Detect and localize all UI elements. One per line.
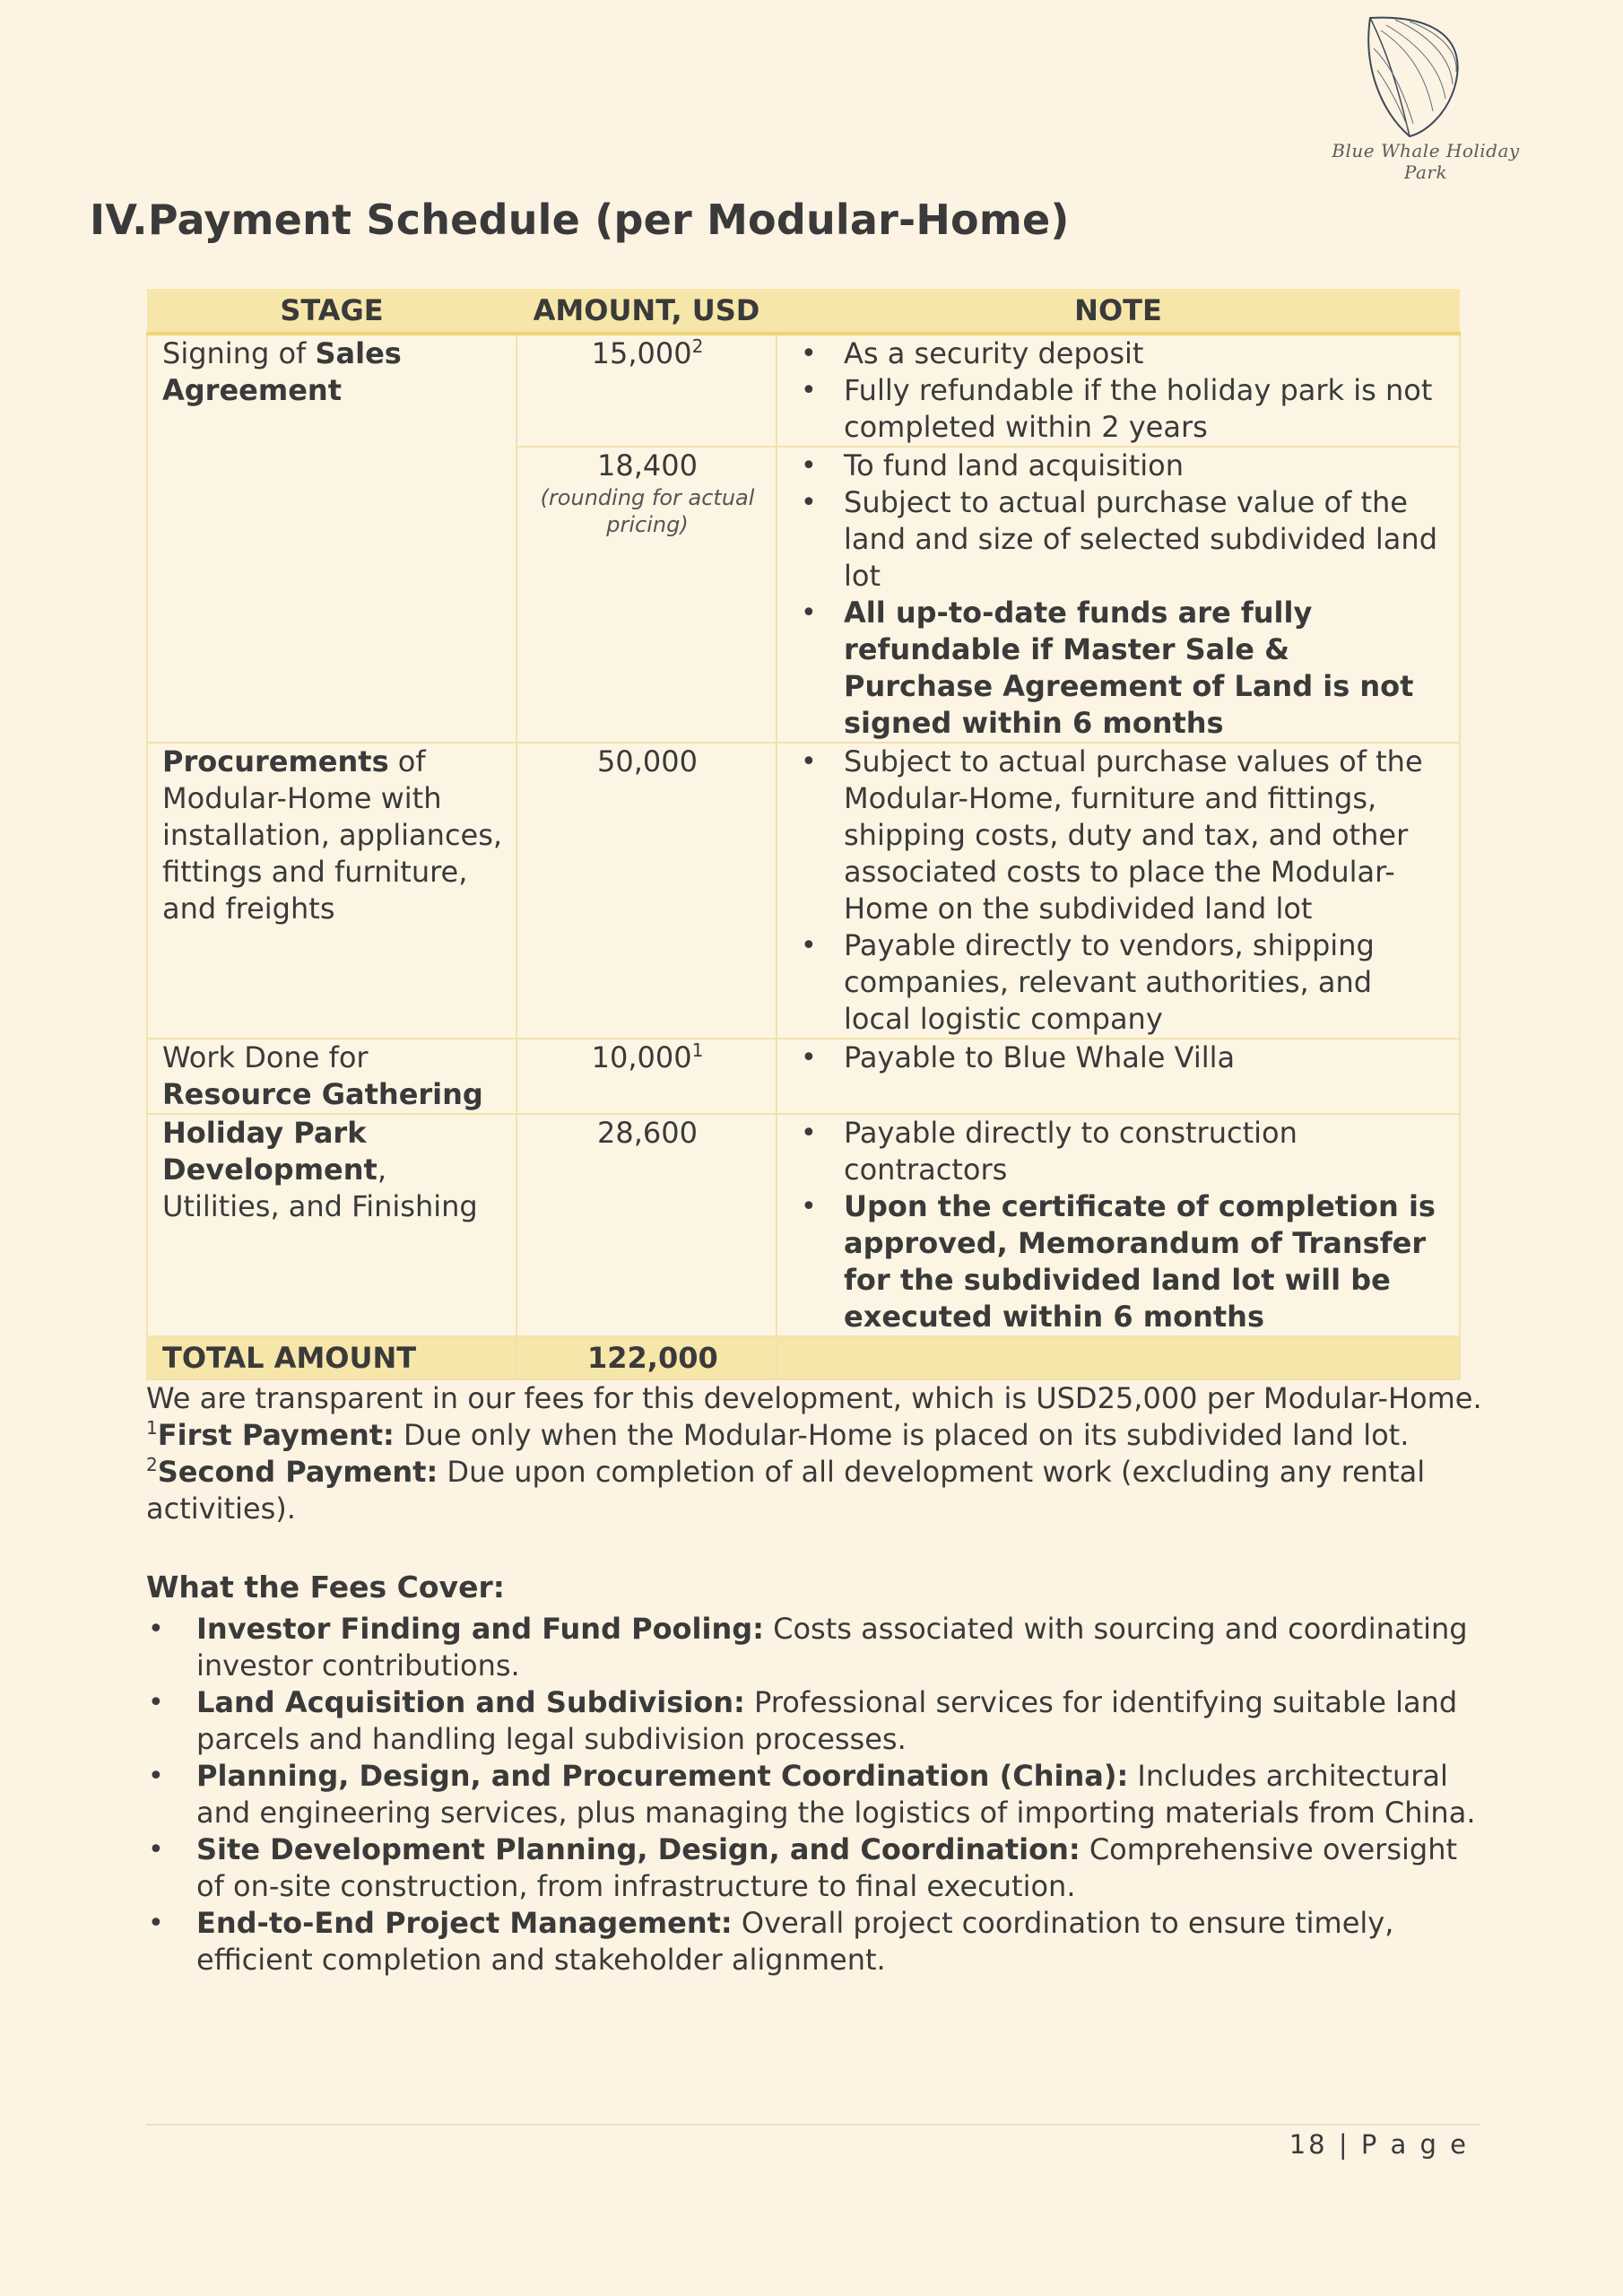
logo-text: Blue Whale Holiday Park bbox=[1332, 140, 1520, 183]
total-label: TOTAL AMOUNT bbox=[147, 1336, 516, 1379]
total-row bbox=[147, 1336, 1460, 1379]
fee-text: Costs associated with sourcing and coordinating investor contributions. bbox=[196, 1612, 1468, 1683]
note-bold: All up-to-date funds are fully refundable if Master Sale & Purchase Agreement of Land is not signed within 6 months bbox=[844, 596, 1414, 740]
stage-bold: Sales Agreement bbox=[162, 336, 402, 407]
stage-bold: Resource Gathering bbox=[162, 1077, 483, 1111]
stage-cell bbox=[147, 1114, 516, 1336]
fee-text: Professional services for identifying suitable land parcels and handling legal subdivision processes. bbox=[196, 1685, 1458, 1756]
note-item: • As a security deposit bbox=[792, 335, 1446, 372]
note-item: • Subject to actual purchase value of the land and size of selected subdivided land lot bbox=[792, 484, 1446, 595]
footnote-ref: 2 bbox=[691, 335, 704, 357]
amount-value: 28,600 bbox=[597, 1116, 698, 1150]
table-row bbox=[147, 743, 1460, 1039]
note-item: • To fund land acquisition bbox=[792, 448, 1446, 484]
note-item: • Subject to actual purchase values of the Modular-Home, furniture and fittings, shipping costs, duty and tax, and other associated costs to place the Modular-Home on the subdivided land lot bbox=[792, 744, 1446, 927]
transparency-text: We are transparent in our fees for this development, which is USD25,000 per Modular-Home. bbox=[146, 1381, 1482, 1415]
first-payment-label: First Payment: bbox=[157, 1418, 395, 1452]
second-payment-text: Due upon completion of all development work (excluding any rental activities). bbox=[146, 1455, 1426, 1526]
amount-value: 50,000 bbox=[597, 744, 698, 778]
company-logo bbox=[1327, 13, 1524, 183]
fee-label: Planning, Design, and Procurement Coordination (China): bbox=[196, 1759, 1129, 1793]
list-item bbox=[146, 1758, 1482, 1831]
amount-cell bbox=[516, 447, 777, 743]
stage-cell bbox=[147, 1039, 516, 1114]
fee-label: Investor Finding and Fund Pooling: bbox=[196, 1612, 764, 1646]
amount-cell bbox=[516, 1039, 777, 1114]
note-bold: Upon the certificate of completion is approved, Memorandum of Transfer for the subdivided land lot will be executed within 6 months bbox=[844, 1189, 1436, 1334]
table-row bbox=[147, 1114, 1460, 1336]
table-row bbox=[147, 334, 1460, 447]
shell-leaf-icon bbox=[1327, 13, 1524, 138]
stage-bold: Procurements bbox=[162, 744, 389, 778]
amount-value: 15,000 bbox=[591, 336, 692, 370]
stage-text: Work Done for bbox=[162, 1040, 369, 1074]
fees-list bbox=[146, 1611, 1482, 1979]
fee-text: Overall project coordination to ensure timely, efficient completion and stakeholder alignment. bbox=[196, 1906, 1394, 1977]
table-row bbox=[147, 1039, 1460, 1114]
header-note: NOTE bbox=[777, 289, 1460, 334]
note-item: • Fully refundable if the holiday park is not completed within 2 years bbox=[792, 372, 1446, 446]
footnote-ref: 1 bbox=[691, 1039, 704, 1061]
note-item: • Payable to Blue Whale Villa bbox=[792, 1039, 1446, 1076]
stage-text: of Modular-Home with installation, appliances, fittings and furniture, and freights bbox=[162, 744, 503, 926]
footer-divider bbox=[146, 2124, 1480, 2126]
footnote-marker: 2 bbox=[146, 1454, 158, 1475]
note-cell bbox=[777, 1114, 1460, 1336]
note-cell bbox=[777, 743, 1460, 1039]
list-item bbox=[146, 1831, 1482, 1905]
stage-text: , Utilities, and Finishing bbox=[162, 1152, 478, 1223]
amount-note: (rounding for actual pricing) bbox=[540, 485, 755, 537]
payment-notes bbox=[146, 1380, 1482, 1527]
fee-text: Comprehensive oversight of on-site construction, from infrastructure to final execution. bbox=[196, 1832, 1458, 1903]
list-item bbox=[146, 1684, 1482, 1758]
fees-heading: What the Fees Cover: bbox=[146, 1570, 505, 1605]
fee-label: End-to-End Project Management: bbox=[196, 1906, 733, 1940]
header-amount: AMOUNT, USD bbox=[516, 289, 777, 334]
header-stage: STAGE bbox=[147, 289, 516, 334]
total-value: 122,000 bbox=[516, 1336, 777, 1379]
amount-value: 18,400 bbox=[597, 448, 698, 483]
list-item bbox=[146, 1905, 1482, 1979]
footnote-marker: 1 bbox=[146, 1417, 158, 1439]
page-title: IV.Payment Schedule (per Modular-Home) bbox=[90, 196, 1070, 244]
second-payment-note bbox=[146, 1454, 1482, 1527]
amount-cell bbox=[516, 743, 777, 1039]
amount-cell bbox=[516, 334, 777, 447]
page-number: 18 | P a g e bbox=[1289, 2129, 1469, 2160]
stage-cell bbox=[147, 743, 516, 1039]
fee-text: Includes architectural and engineering services, plus managing the logistics of importing materials from China. bbox=[196, 1759, 1476, 1830]
payment-schedule-table bbox=[146, 289, 1461, 1380]
fee-label: Site Development Planning, Design, and Coordination: bbox=[196, 1832, 1081, 1866]
first-payment-text: Due only when the Modular-Home is placed on its subdivided land lot. bbox=[394, 1418, 1410, 1452]
note-cell bbox=[777, 334, 1460, 447]
stage-cell bbox=[147, 334, 516, 743]
stage-bold: Holiday Park Development bbox=[162, 1116, 378, 1187]
table-header-row bbox=[147, 289, 1460, 334]
stage-text: Signing of bbox=[162, 336, 316, 370]
note-item bbox=[792, 595, 1446, 742]
note-item: • Payable directly to construction contractors bbox=[792, 1115, 1446, 1188]
total-note-cell bbox=[777, 1336, 1460, 1379]
second-payment-label: Second Payment: bbox=[157, 1455, 438, 1489]
fee-label: Land Acquisition and Subdivision: bbox=[196, 1685, 745, 1719]
note-cell bbox=[777, 447, 1460, 743]
note-cell bbox=[777, 1039, 1460, 1114]
first-payment-note bbox=[146, 1417, 1482, 1454]
amount-cell bbox=[516, 1114, 777, 1336]
list-item bbox=[146, 1611, 1482, 1684]
amount-value: 10,000 bbox=[591, 1040, 692, 1074]
note-item bbox=[792, 1188, 1446, 1335]
note-item: • Payable directly to vendors, shipping companies, relevant authorities, and local logistic company bbox=[792, 927, 1446, 1038]
